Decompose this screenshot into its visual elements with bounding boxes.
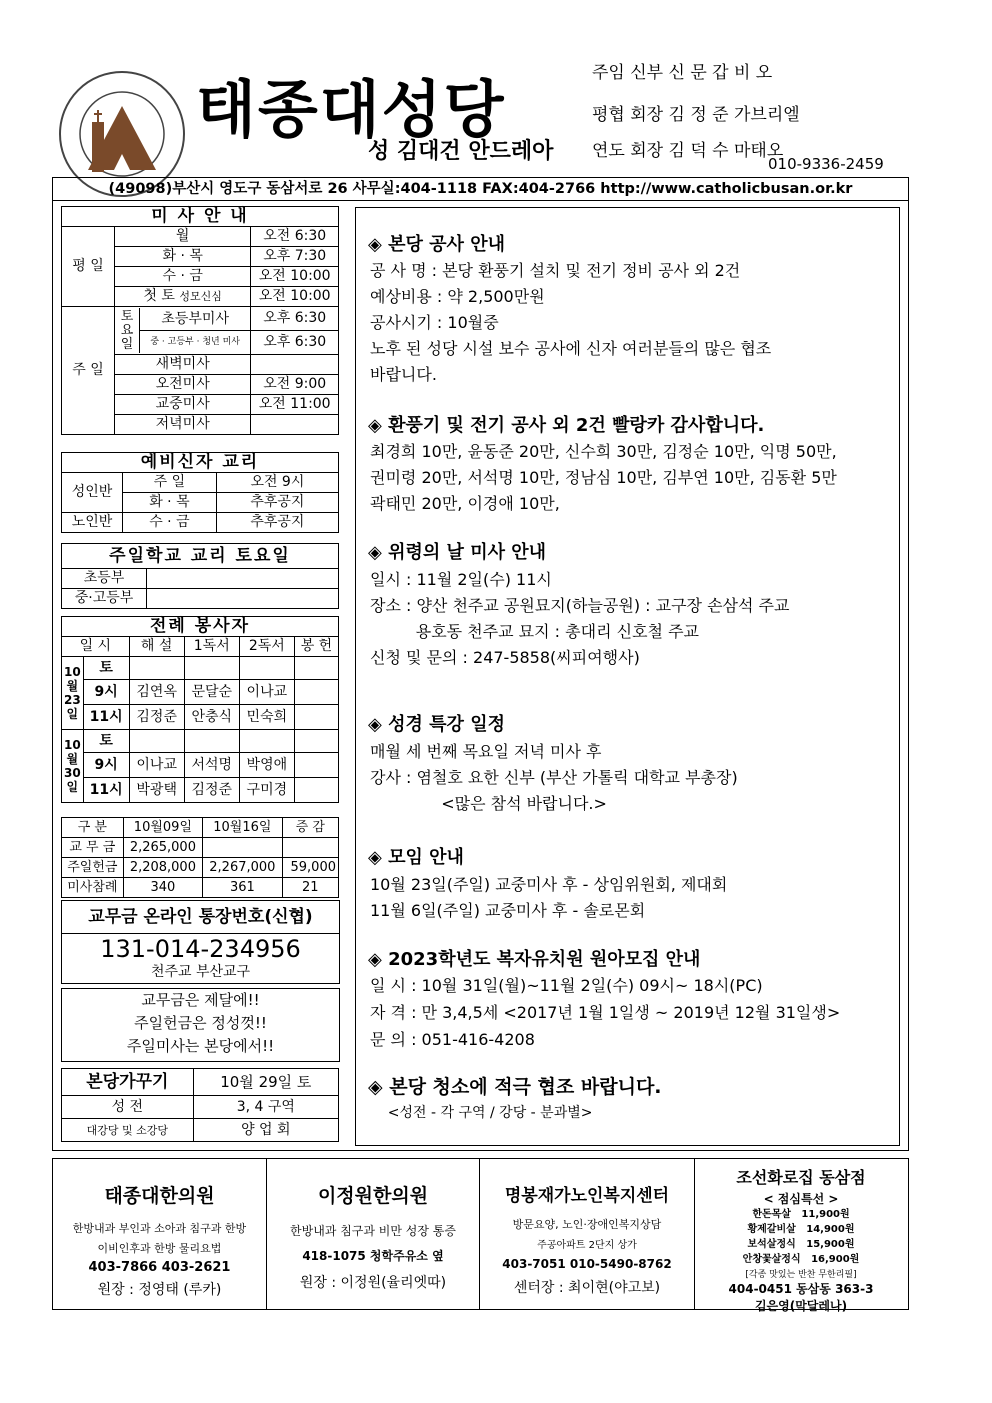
liturgy-cell: 안충식 [184,705,239,730]
ad-phone: 418-1075 청학주유소 옆 [302,1249,444,1263]
mass-time: 오전 11:00 [251,395,339,415]
class-time: 오전 9시 [216,473,338,493]
liturgy-cell: 이나교 [129,753,184,778]
ad-line: < 점심특선 > [763,1192,839,1206]
mass-time: 오전 9:00 [251,375,339,395]
finance-cell: 주일헌금 [62,858,124,878]
ad-menu: 한돈목살 11,900원 황제갈비살 14,900원 보석살정식 15,900원 안창꽃살정식 16,900원 [742,1209,860,1265]
mass-day: 초등부미사 [140,308,251,331]
finance-header: 증 감 [282,818,338,838]
sunday-label: 주 일 [62,307,115,435]
phone: 010-9336-2459 [768,155,884,173]
liturgy-header: 봉 헌 [294,637,338,657]
ad-name: 태종대한의원 [104,1185,215,1207]
notice-line: 곽태민 20만, 이경애 10만, [370,494,560,513]
adult-class: 성인반 [62,473,123,513]
mass-day: 새벽미사 [115,355,251,375]
notice-line: 일 시 : 10월 31일(월)~11월 2일(수) 09시~ 18시(PC) [370,976,763,995]
ad-clinic-1 [53,1159,267,1309]
ad-line: 한방내과 부인과 소아과 침구과 한방 [72,1222,247,1235]
notice-line: 권미령 20만, 서석명 10만, 정남심 10만, 김부연 10만, 김동환 5만 [370,468,837,487]
notice-title: ◈ 모임 안내 [368,847,464,868]
finance-cell: 미사참례 [62,878,124,898]
notice-line: 매월 세 번째 목요일 저녁 미사 후 [370,742,602,761]
liturgy-date: 10월30일 [62,730,84,803]
notice-line: 11월 6일(주일) 교중미사 후 - 솔로몬회 [370,901,646,920]
ad-clinic-2 [267,1159,480,1309]
notice-line: 바랍니다. [370,365,437,384]
weekday-label: 평 일 [62,227,115,307]
finance-header: 10월09일 [123,818,202,838]
ad-line: 한방내과 침구과 비만 성장 통증 [290,1224,456,1238]
notice-line: 노후 된 성당 시설 보수 공사에 신자 여러분들의 많은 협조 [370,339,772,358]
liturgy-cell: 박영애 [239,753,294,778]
cleaning-group: 3, 4 구역 [193,1096,338,1119]
liturgy-time: 9시 [83,680,129,705]
sunday-school-table [61,543,339,609]
mass-day: 화 · 목 [115,247,251,267]
school-grade: 중·고등부 [62,589,147,609]
finance-cell: 59,000 [282,858,338,878]
pastor: 주임 신부 신 문 갑 비 오 [592,63,773,83]
mass-title: 미 사 안 내 [62,207,339,227]
finance-cell: 2,267,000 [203,858,282,878]
liturgy-time: 토 [83,657,129,680]
notice-line: 공 사 명 : 본당 환풍기 설치 및 전기 정비 공사 외 2건 [370,261,741,280]
notice-title: ◈ 본당 청소에 적극 협조 바랍니다. [368,1076,662,1098]
liturgy-date: 10월23일 [62,657,84,730]
ads-bar [52,1158,909,1313]
council-president: 평협 회장 김 정 준 가브리엘 [592,105,800,125]
liturgy-cell: 김정준 [129,705,184,730]
notice-line: 강사 : 염철호 요한 신부 (부산 가톨릭 대학교 부총장) [370,768,738,787]
mass-time: 오전 10:00 [251,267,339,287]
sunday-school-title: 주일학교 교리 토요일 [62,544,339,569]
yeondo-president: 연도 회장 김 덕 수 마태오 [592,141,784,161]
ad-restaurant [695,1159,907,1313]
notice-line: 예상비용 : 약 2,500만원 [370,287,545,306]
saturday-block [115,307,251,355]
ad-owner: 원장 : 이정원(율리엣따) [299,1275,447,1291]
ad-phone: 404-0451 동삼동 363-3 [728,1282,874,1296]
finance-cell: 361 [203,878,282,898]
senior-class: 노인반 [62,513,123,533]
ad-line: 방문요양, 노인·장애인복지상담 [512,1218,662,1231]
liturgy-header: 2독서 [239,637,294,657]
liturgy-header: 일 시 [62,637,130,657]
mass-day: 저녁미사 [115,415,251,435]
ad-name: 이정원한의원 [317,1185,429,1207]
notice-line: 10월 23일(주일) 교중미사 후 - 상임위원회, 제대회 [370,875,728,894]
slogan-line: 주일미사는 본당에서!! [126,1037,275,1055]
liturgy-header: 해 설 [129,637,184,657]
saturday-times: 오후 6:30 오후 6:30 [251,307,339,355]
liturgy-time: 11시 [83,778,129,803]
ad-phone: 403-7051 010-5490-8762 [502,1257,672,1271]
mass-table [61,206,339,435]
cleaning-title: 본당가꾸기 [62,1069,194,1096]
cleaning-area: 성 전 [62,1096,194,1119]
finance-cell: 2,265,000 [123,838,202,858]
cleaning-area: 대강당 및 소강당 [62,1119,194,1142]
ad-owner: 센터장 : 최이현(야고보) [513,1280,661,1296]
liturgy-cell: 박광택 [129,778,184,803]
slogan-line: 교무금은 제달에!! [141,991,260,1009]
mass-time [251,415,339,435]
catechumen-table [61,452,339,533]
ad-line: [각종 맛있는 반찬 무한리필] [745,1270,857,1280]
cleaning-date: 10월 29일 토 [193,1069,338,1096]
notice-line: <성전 - 각 구역 / 강당 - 분과별> [370,1105,593,1121]
finance-cell: 2,208,000 [123,858,202,878]
ad-name: 명봉재가노인복지센터 [504,1186,670,1206]
class-day: 화 · 목 [123,493,217,513]
class-time: 추후공지 [216,493,338,513]
ad-phone: 403-7866 403-2621 [88,1260,231,1275]
patron-saint: 성 김대건 안드레아 [368,139,554,164]
mass-day: 수 · 금 [115,267,251,287]
notice-panel [355,207,900,1146]
mass-day: 교중미사 [115,395,251,415]
liturgy-cell: 이나교 [239,680,294,705]
catechumen-title: 예비신자 교리 [62,453,339,473]
slogan-line: 주일헌금은 정성껏!! [134,1014,267,1032]
finance-header: 10월16일 [203,818,282,838]
notice-line: <많은 참석 바랍니다.> [370,794,607,813]
account-box [61,900,340,984]
liturgy-time: 토 [83,730,129,753]
finance-cell: 340 [123,878,202,898]
liturgy-cell: 민숙희 [239,705,294,730]
address-bar: (49098)부산시 영도구 동삼서로 26 사무실:404-1118 FAX:404-2766 http://www.catholicbusan.or.kr [52,177,909,201]
church-title: 태종대성당 [196,73,506,146]
notice-line: 공사시기 : 10월중 [370,313,499,332]
liturgy-time: 11시 [83,705,129,730]
mass-day: 월 [115,227,251,247]
finance-header: 구 분 [62,818,124,838]
notice-line: 일시 : 11월 2일(수) 11시 [370,570,552,589]
mass-day: 중 · 고등부 · 청년 미사 [140,331,251,354]
ad-care-center [480,1159,695,1309]
class-day: 주 일 [123,473,217,493]
ad-line: 이비인후과 한방 물리요법 [97,1242,222,1255]
notice-line: 최경희 10만, 윤동준 20만, 신수희 30만, 김정순 10만, 익명 50만, [370,442,837,461]
notice-line: 신청 및 문의 : 247-5858(씨피여행사) [370,648,640,667]
ad-owner: 원장 : 정영태 (루카) [97,1282,222,1298]
ad-line: 주공아파트 2단지 상가 [537,1240,637,1251]
notice-line: 용호동 천주교 묘지 : 총대리 신호철 주교 [370,622,699,641]
notice-title: ◈ 환풍기 및 전기 공사 외 2건 빨랑카 감사합니다. [368,415,765,436]
notice-line: 장소 : 양산 천주교 공원묘지(하늘공원) : 교구장 손삼석 주교 [370,596,790,615]
school-grade: 초등부 [62,569,147,589]
notice-line: 문 의 : 051-416-4208 [370,1030,535,1049]
ad-name: 조선화로집 동삼점 [736,1168,866,1187]
mass-time: 오전 10:00 [251,287,339,307]
liturgy-cell: 김정준 [184,778,239,803]
notice-line: 자 격 : 만 3,4,5세 <2017년 1월 1일생 ~ 2019년 12월 31일생> [370,1003,841,1022]
mass-day: 첫 토 성모신심 [115,287,251,307]
class-time: 추후공지 [216,513,338,533]
mass-time: 오후 7:30 [251,247,339,267]
cleaning-table [61,1068,339,1142]
mass-day: 오전미사 [115,375,251,395]
finance-cell: 교 무 금 [62,838,124,858]
saturday-label: 토요일 [115,308,140,353]
class-day: 수 · 금 [123,513,217,533]
cleaning-group: 양 업 회 [193,1119,338,1142]
notice-title: ◈ 위령의 날 미사 안내 [368,542,547,563]
liturgy-cell: 구미경 [239,778,294,803]
finance-cell: 21 [282,878,338,898]
notice-title: ◈ 성경 특강 일정 [368,714,505,735]
account-name: 천주교 부산교구 [150,964,251,980]
account-title: 교무금 온라인 통장번호(신협) [62,901,339,934]
account-number: 131-014-234956 [100,935,301,963]
liturgy-time: 9시 [83,753,129,778]
liturgy-table [61,616,339,803]
slogan-box [61,988,340,1062]
finance-table [61,817,339,898]
liturgy-header: 1독서 [184,637,239,657]
mass-time: 오전 6:30 [251,227,339,247]
ad-owner: 김은영(막달레나) [754,1299,848,1313]
liturgy-title: 전례 봉사자 [62,617,339,637]
liturgy-cell: 서석명 [184,753,239,778]
notice-title: ◈ 본당 공사 안내 [368,234,505,255]
mass-time [251,355,339,375]
liturgy-cell: 김연옥 [129,680,184,705]
notice-title: ◈ 2023학년도 복자유치원 원아모집 안내 [368,949,701,970]
liturgy-cell: 문달순 [184,680,239,705]
